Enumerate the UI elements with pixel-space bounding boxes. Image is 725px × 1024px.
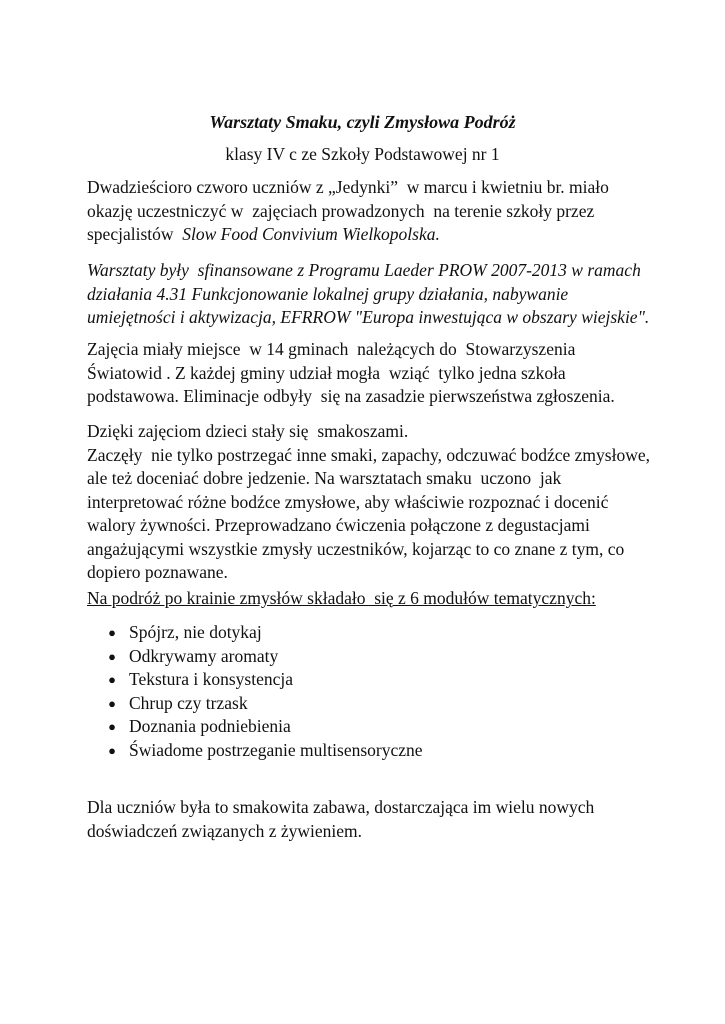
list-item (105, 739, 665, 763)
bullet-icon: ● (108, 672, 116, 687)
list-item (105, 668, 665, 692)
paragraph-closing (87, 796, 687, 843)
list-item-label: Chrup czy trzask (129, 692, 248, 713)
text-line: Zaczęły nie tylko postrzegać inne smaki, zapachy, odczuwać bodźce zmysłowe, (87, 444, 650, 465)
text-line: Dzięki zajęciom dzieci stały się smakoszami. (87, 421, 409, 441)
text-line: okazję uczestniczyć w zajęciach prowadzonych na terenie szkoły przez (87, 200, 595, 221)
bullet-icon: ● (108, 648, 116, 664)
bullet-icon: ● (108, 695, 116, 711)
list-item-label: Odkrywamy aromaty (129, 645, 279, 666)
text-fragment: specjalistów (87, 224, 174, 244)
paragraph-intro (87, 176, 687, 247)
text-line: ale też doceniać dobre jedzenie. Na warsztatach smaku uczono jak (87, 468, 562, 488)
text-line: Warsztaty były sfinansowane z Programu Laeder PROW 2007-2013 w ramach (87, 260, 641, 280)
text-line: Dla uczniów była to smakowita zabawa, dostarczająca im wielu nowych (87, 797, 595, 817)
text-line: interpretować różne bodźce zmysłowe, aby właściwie rozpoznać i docenić (87, 491, 609, 512)
list-item-label: Spójrz, nie dotykaj (129, 622, 262, 642)
text-line: Zajęcia miały miejsce w 14 gminach należących do Stowarzyszenia (87, 339, 576, 359)
list-item (105, 715, 665, 739)
list-item (105, 645, 665, 669)
paragraph-location (87, 338, 687, 409)
text-line (87, 223, 687, 247)
text-line: podstawowa. Eliminacje odbyły się na zasadzie pierwszeństwa zgłoszenia. (87, 386, 615, 406)
bullet-icon: ● (108, 719, 116, 734)
bullet-icon: ● (108, 625, 116, 640)
text-line: działania 4.31 Funkcjonowanie lokalnej grupy działania, nabywanie (87, 283, 569, 304)
text-line: dopiero poznawane. (87, 562, 228, 582)
list-item-label: Doznania podniebienia (129, 716, 291, 736)
modules-list (105, 621, 665, 762)
paragraph-outcomes (87, 420, 687, 585)
bullet-icon: ● (108, 742, 116, 758)
list-item (105, 621, 665, 645)
text-line: Dwadzieścioro czworo uczniów z „Jedynki” w marcu i kwietniu br. miało (87, 177, 609, 197)
document-title: Warsztaty Smaku, czyli Zmysłowa Podróż (209, 112, 516, 132)
text-line: angażującymi wszystkie zmysły uczestników, kojarząc to co znane z tym, co (87, 538, 625, 559)
list-item-label: Świadome postrzeganie multisensoryczne (129, 739, 423, 760)
organization-name: Slow Food Convivium Wielkopolska. (182, 224, 440, 244)
text-line: Światowid . Z każdej gminy udział mogła wziąć tylko jedna szkoła (87, 362, 566, 383)
document-subtitle: klasy IV c ze Szkoły Podstawowej nr 1 (225, 144, 500, 164)
text-line: walory żywności. Przeprowadzano ćwiczenia połączone z degustacjami (87, 515, 590, 535)
modules-heading (87, 587, 687, 611)
list-item-label: Tekstura i konsystencja (129, 669, 294, 689)
text-line: doświadczeń związanych z żywieniem. (87, 820, 363, 841)
text-line: Na podróż po krainie zmysłów składało się z 6 modułów tematycznych: (87, 588, 596, 608)
list-item (105, 692, 665, 716)
paragraph-funding (87, 259, 687, 330)
text-line: umiejętności i aktywizacja, EFRROW "Europa inwestująca w obszary wiejskie". (87, 307, 650, 327)
